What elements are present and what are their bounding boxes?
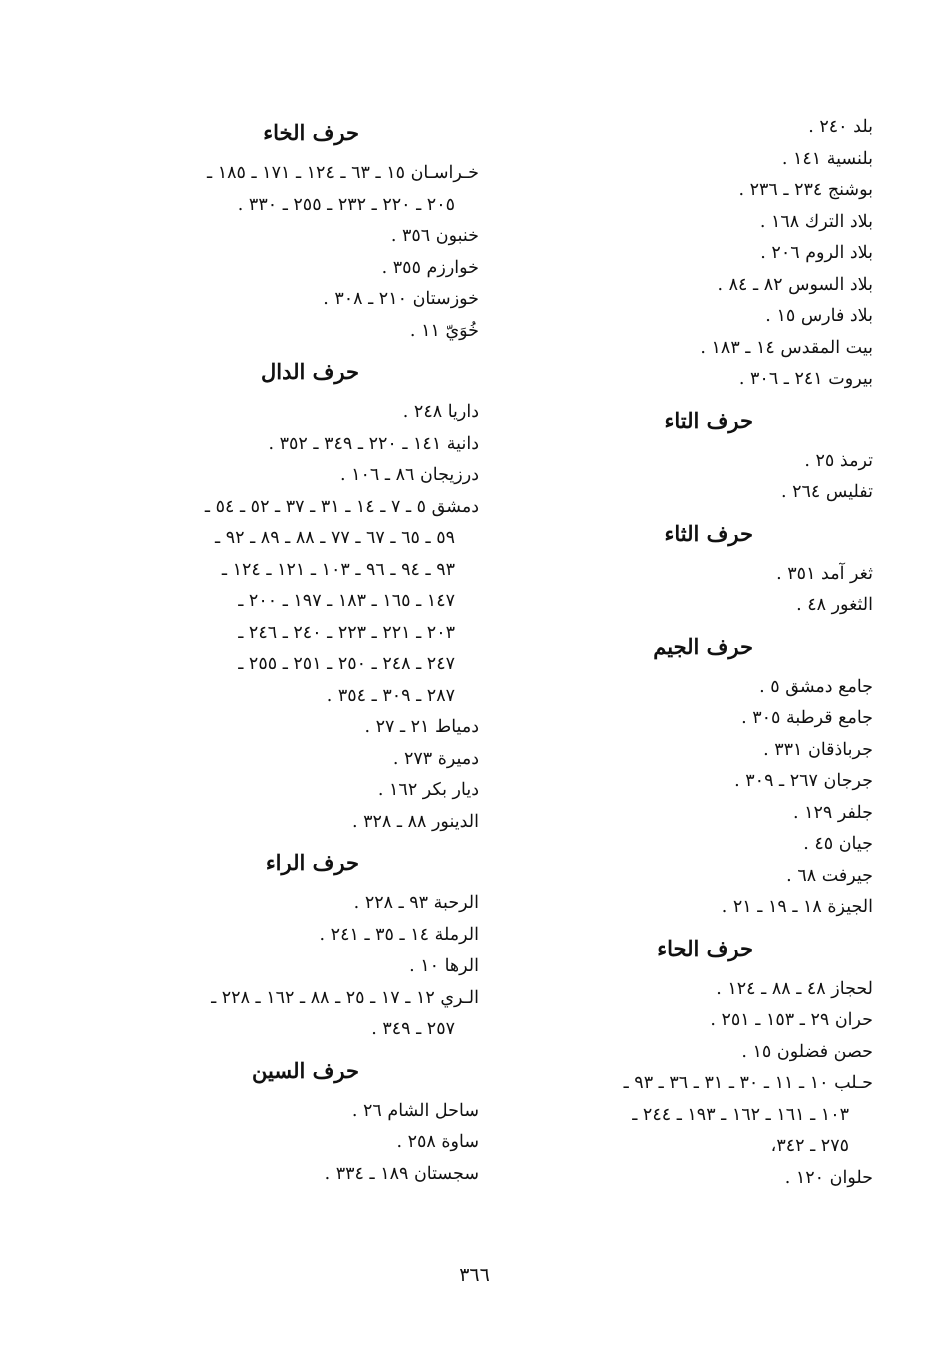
index-entry: دمياط ٢١ ـ ٢٧ . xyxy=(364,717,479,737)
index-entry: جرجان ٢٦٧ ـ ٣٠٩ . xyxy=(734,771,873,791)
index-section xyxy=(493,112,873,396)
index-entry: بلنسية ١٤١ . xyxy=(781,148,873,169)
index-section xyxy=(493,934,873,1195)
index-section xyxy=(493,632,873,924)
index-entry: تفليس ٢٦٤ . xyxy=(780,482,873,502)
index-entry: حران ٢٩ ـ ١٥٣ ـ ٢٥١ . xyxy=(710,1010,873,1030)
index-entry: الدينور ٨٨ ـ ٣٢٨ . xyxy=(351,811,479,832)
index-entry: بيروت ٢٤١ ـ ٣٠٦ . xyxy=(738,369,873,389)
index-entry: دميرة ٢٧٣ . xyxy=(392,748,479,769)
index-entry: بيت المقدس ١٤ ـ ١٨٣ . xyxy=(700,337,873,358)
index-entry: بلاد الترك ١٦٨ . xyxy=(759,211,873,232)
index-entry: ٢٠٣ ـ ٢٢١ ـ ٢٢٣ ـ ٢٤٠ ـ ٢٤٦ ـ xyxy=(238,622,455,643)
index-entry: الـري ١٢ ـ ١٧ ـ ٢٥ ـ ٨٨ ـ ١٦٢ ـ ٢٢٨ ـ xyxy=(211,987,479,1008)
index-entry: جيرفت ٦٨ . xyxy=(786,865,873,886)
index-section xyxy=(129,848,479,1046)
section-heading: حرف الحاء xyxy=(657,935,753,961)
index-entry: ساحل الشام ٢٦ . xyxy=(351,1100,479,1121)
index-section xyxy=(129,1056,479,1191)
index-entry: الرملة ١٤ ـ ٣٥ ـ ٢٤١ . xyxy=(319,924,479,945)
section-heading: حرف السين xyxy=(252,1057,359,1083)
section-heading: حرف التاء xyxy=(664,407,753,433)
index-entry: ٢٠٥ ـ ٢٢٠ ـ ٢٣٢ ـ ٢٥٥ ـ ٣٣٠ . xyxy=(237,194,455,215)
index-entry: الجيزة ١٨ ـ ١٩ ـ ٢١ . xyxy=(721,897,873,917)
index-entry: ٢٥٧ ـ ٣٤٩ . xyxy=(371,1019,455,1039)
index-entry: ١٤٧ ـ ١٦٥ ـ ١٨٣ ـ ١٩٧ ـ ٢٠٠ ـ xyxy=(238,591,455,611)
index-entry: خـراسـان ١٥ ـ ٦٣ ـ ١٢٤ ـ ١٧١ ـ ١٨٥ ـ xyxy=(207,163,479,183)
index-entry: سجستان ١٨٩ ـ ٣٣٤ . xyxy=(324,1163,479,1184)
index-entry: ديار بكر ١٦٢ . xyxy=(377,780,479,800)
index-entry: بلاد الروم ٢٠٦ . xyxy=(760,243,873,263)
section-heading: حرف الجيم xyxy=(653,633,753,659)
index-entry: داريا ٢٤٨ . xyxy=(402,402,479,422)
index-entry: حلوان ١٢٠ . xyxy=(784,1167,873,1188)
index-entry: بلاد فارس ١٥ . xyxy=(765,306,873,326)
index-entry: ساوة ٢٥٨ . xyxy=(396,1132,479,1152)
index-entry: جرباذقان ٣٣١ . xyxy=(763,739,873,760)
index-section xyxy=(493,406,873,509)
index-entry: ترمذ ٢٥ . xyxy=(804,450,873,471)
index-entry: الرها ١٠ . xyxy=(409,956,479,976)
index-entry: جيان ٤٥ . xyxy=(803,834,873,854)
index-column-right xyxy=(493,112,873,1204)
index-entry: ٢٧٥ ـ ٣٤٢، xyxy=(770,1136,849,1156)
index-entry: دمشق ٥ ـ ٧ ـ ١٤ ـ ٣١ ـ ٣٧ ـ ٥٢ ـ ٥٤ ـ xyxy=(204,496,479,517)
section-heading: حرف الثاء xyxy=(664,520,753,546)
section-heading: حرف الخاء xyxy=(263,120,359,145)
index-entry: دانية ١٤١ ـ ٢٢٠ ـ ٣٤٩ ـ ٣٥٢ . xyxy=(268,433,479,454)
index-section xyxy=(493,519,873,622)
index-entry: بلد ٢٤٠ . xyxy=(808,117,873,137)
section-heading: حرف الدال xyxy=(261,359,359,384)
index-entry: الرحبة ٩٣ ـ ٢٢٨ . xyxy=(353,893,479,913)
index-entry: ١٠٣ ـ ١٦١ ـ ١٦٢ ـ ١٩٣ ـ ٢٤٤ ـ xyxy=(632,1104,849,1125)
index-entry: بوشنج ٢٣٤ ـ ٢٣٦ . xyxy=(738,180,873,200)
index-entry: جامع قرطبة ٣٠٥ . xyxy=(741,708,873,728)
page-number: ٣٦٦ xyxy=(459,1264,490,1286)
index-entry: ٩٣ ـ ٩٤ ـ ٩٦ ـ ١٠٣ ـ ١٢١ ـ ١٢٤ ـ xyxy=(221,559,455,580)
index-entry: خوارزم ٣٥٥ . xyxy=(381,257,479,278)
index-entry: ٥٩ ـ ٦٥ ـ ٦٧ ـ ٧٧ ـ ٨٨ ـ ٨٩ ـ ٩٢ ـ xyxy=(215,528,455,548)
index-entry: حـلب ١٠ ـ ١١ ـ ٣٠ ـ ٣١ ـ ٣٦ ـ ٩٣ ـ xyxy=(623,1073,873,1093)
index-entry: ثغر آمد ٣٥١ . xyxy=(776,563,873,584)
index-entry: خوزستان ٢١٠ ـ ٣٠٨ . xyxy=(323,289,479,309)
index-entry: الثغور ٤٨ . xyxy=(796,595,873,615)
section-heading: حرف الراء xyxy=(265,850,359,875)
index-entry: جلفر ١٢٩ . xyxy=(792,802,873,823)
index-entry: لحجاز ٤٨ ـ ٨٨ ـ ١٢٤ . xyxy=(716,978,873,999)
index-section xyxy=(129,357,479,838)
index-entry: درزيجان ٨٦ ـ ١٠٦ . xyxy=(339,465,479,485)
index-entry: بلاد السوس ٨٢ ـ ٨٤ . xyxy=(717,274,873,295)
index-entry: خنبون ٣٥٦ . xyxy=(390,226,479,246)
index-column-left xyxy=(129,112,479,1200)
index-entry: جامع دمشق ٥ . xyxy=(759,676,873,697)
index-entry: حصن فضلون ١٥ . xyxy=(741,1041,873,1062)
index-entry: خُوَيّ ١١ . xyxy=(409,320,479,341)
index-entry: ٢٤٧ ـ ٢٤٨ ـ ٢٥٠ ـ ٢٥١ ـ ٢٥٥ ـ xyxy=(238,654,455,674)
index-section xyxy=(129,118,479,347)
index-entry: ٢٨٧ ـ ٣٠٩ ـ ٣٥٤ . xyxy=(326,685,455,706)
